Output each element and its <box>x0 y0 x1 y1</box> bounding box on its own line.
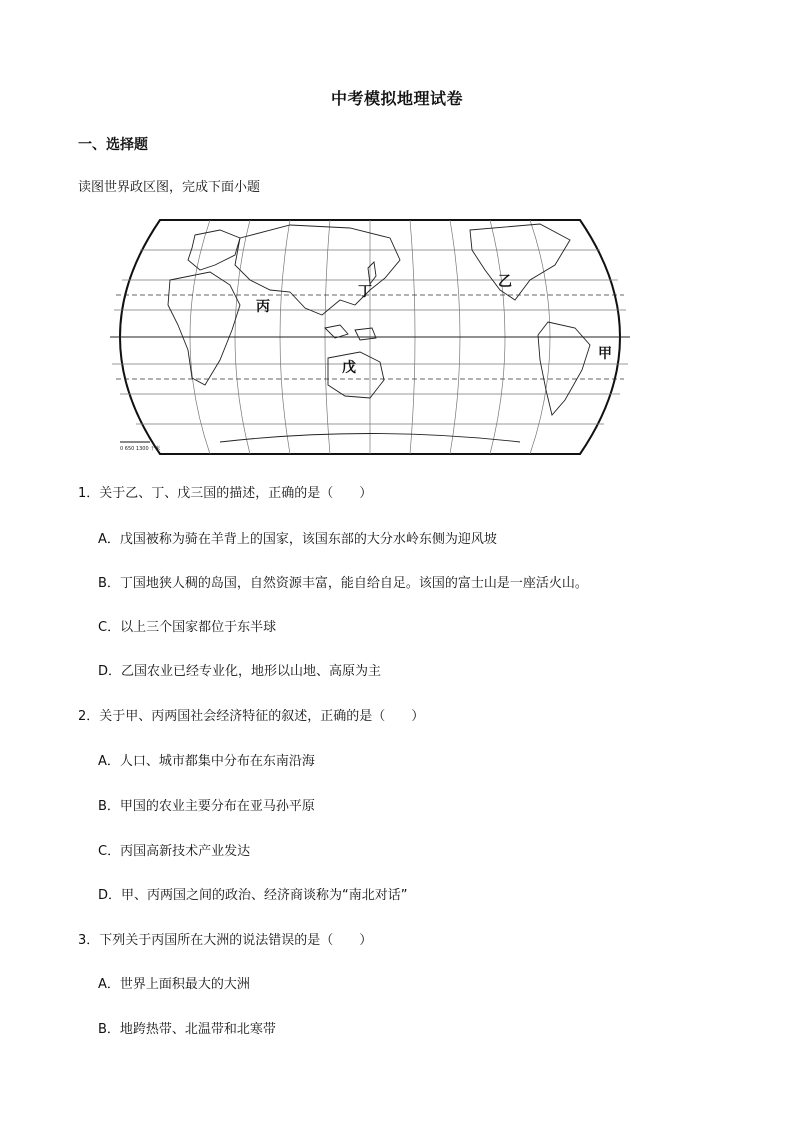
question-2-option-a[interactable]: A．人口、城市都集中分布在东南沿海 <box>98 754 315 769</box>
question-1-stem: 1．关于乙、丁、戊三国的描述，正确的是（ ） <box>78 486 373 501</box>
question-2-option-d[interactable]: D．甲、丙两国之间的政治、经济商谈称为“南北对话” <box>98 888 408 903</box>
label-wu: 戊 <box>342 360 356 376</box>
question-2-stem: 2．关于甲、丙两国社会经济特征的叙述，正确的是（ ） <box>78 709 425 724</box>
section-heading: 一、选择题 <box>78 137 148 153</box>
scale-text: 0 650 1300 千米 <box>120 446 161 452</box>
question-2-option-c[interactable]: C．丙国高新技术产业发达 <box>98 844 251 859</box>
question-3-option-b[interactable]: B．地跨热带、北温带和北寒带 <box>98 1022 276 1037</box>
label-yi: 乙 <box>498 274 512 290</box>
question-1-option-c[interactable]: C．以上三个国家都位于东半球 <box>98 620 277 635</box>
question-3-option-a[interactable]: A．世界上面积最大的大洲 <box>98 977 250 992</box>
label-bing: 丙 <box>256 299 270 315</box>
question-1-option-d[interactable]: D．乙国农业已经专业化，地形以山地、高原为主 <box>98 664 382 679</box>
label-ding: 丁 <box>358 284 372 300</box>
page-title: 中考模拟地理试卷 <box>330 89 463 108</box>
question-3-stem: 3．下列关于丙国所在大洲的说法错误的是（ ） <box>78 933 373 948</box>
question-2-option-b[interactable]: B．甲国的农业主要分布在亚马孙平原 <box>98 799 315 814</box>
intro-text: 读图世界政区图，完成下面小题 <box>78 180 261 195</box>
question-1-option-b[interactable]: B．丁国地狭人稠的岛国，自然资源丰富，能自给自足。该国的富士山是一座活火山。 <box>98 576 588 591</box>
question-1-option-a[interactable]: A．戊国被称为骑在羊背上的国家，该国东部的大分水岭东侧为迎风坡 <box>98 532 497 547</box>
label-jia: 甲 <box>598 346 612 362</box>
world-political-map <box>100 210 640 464</box>
